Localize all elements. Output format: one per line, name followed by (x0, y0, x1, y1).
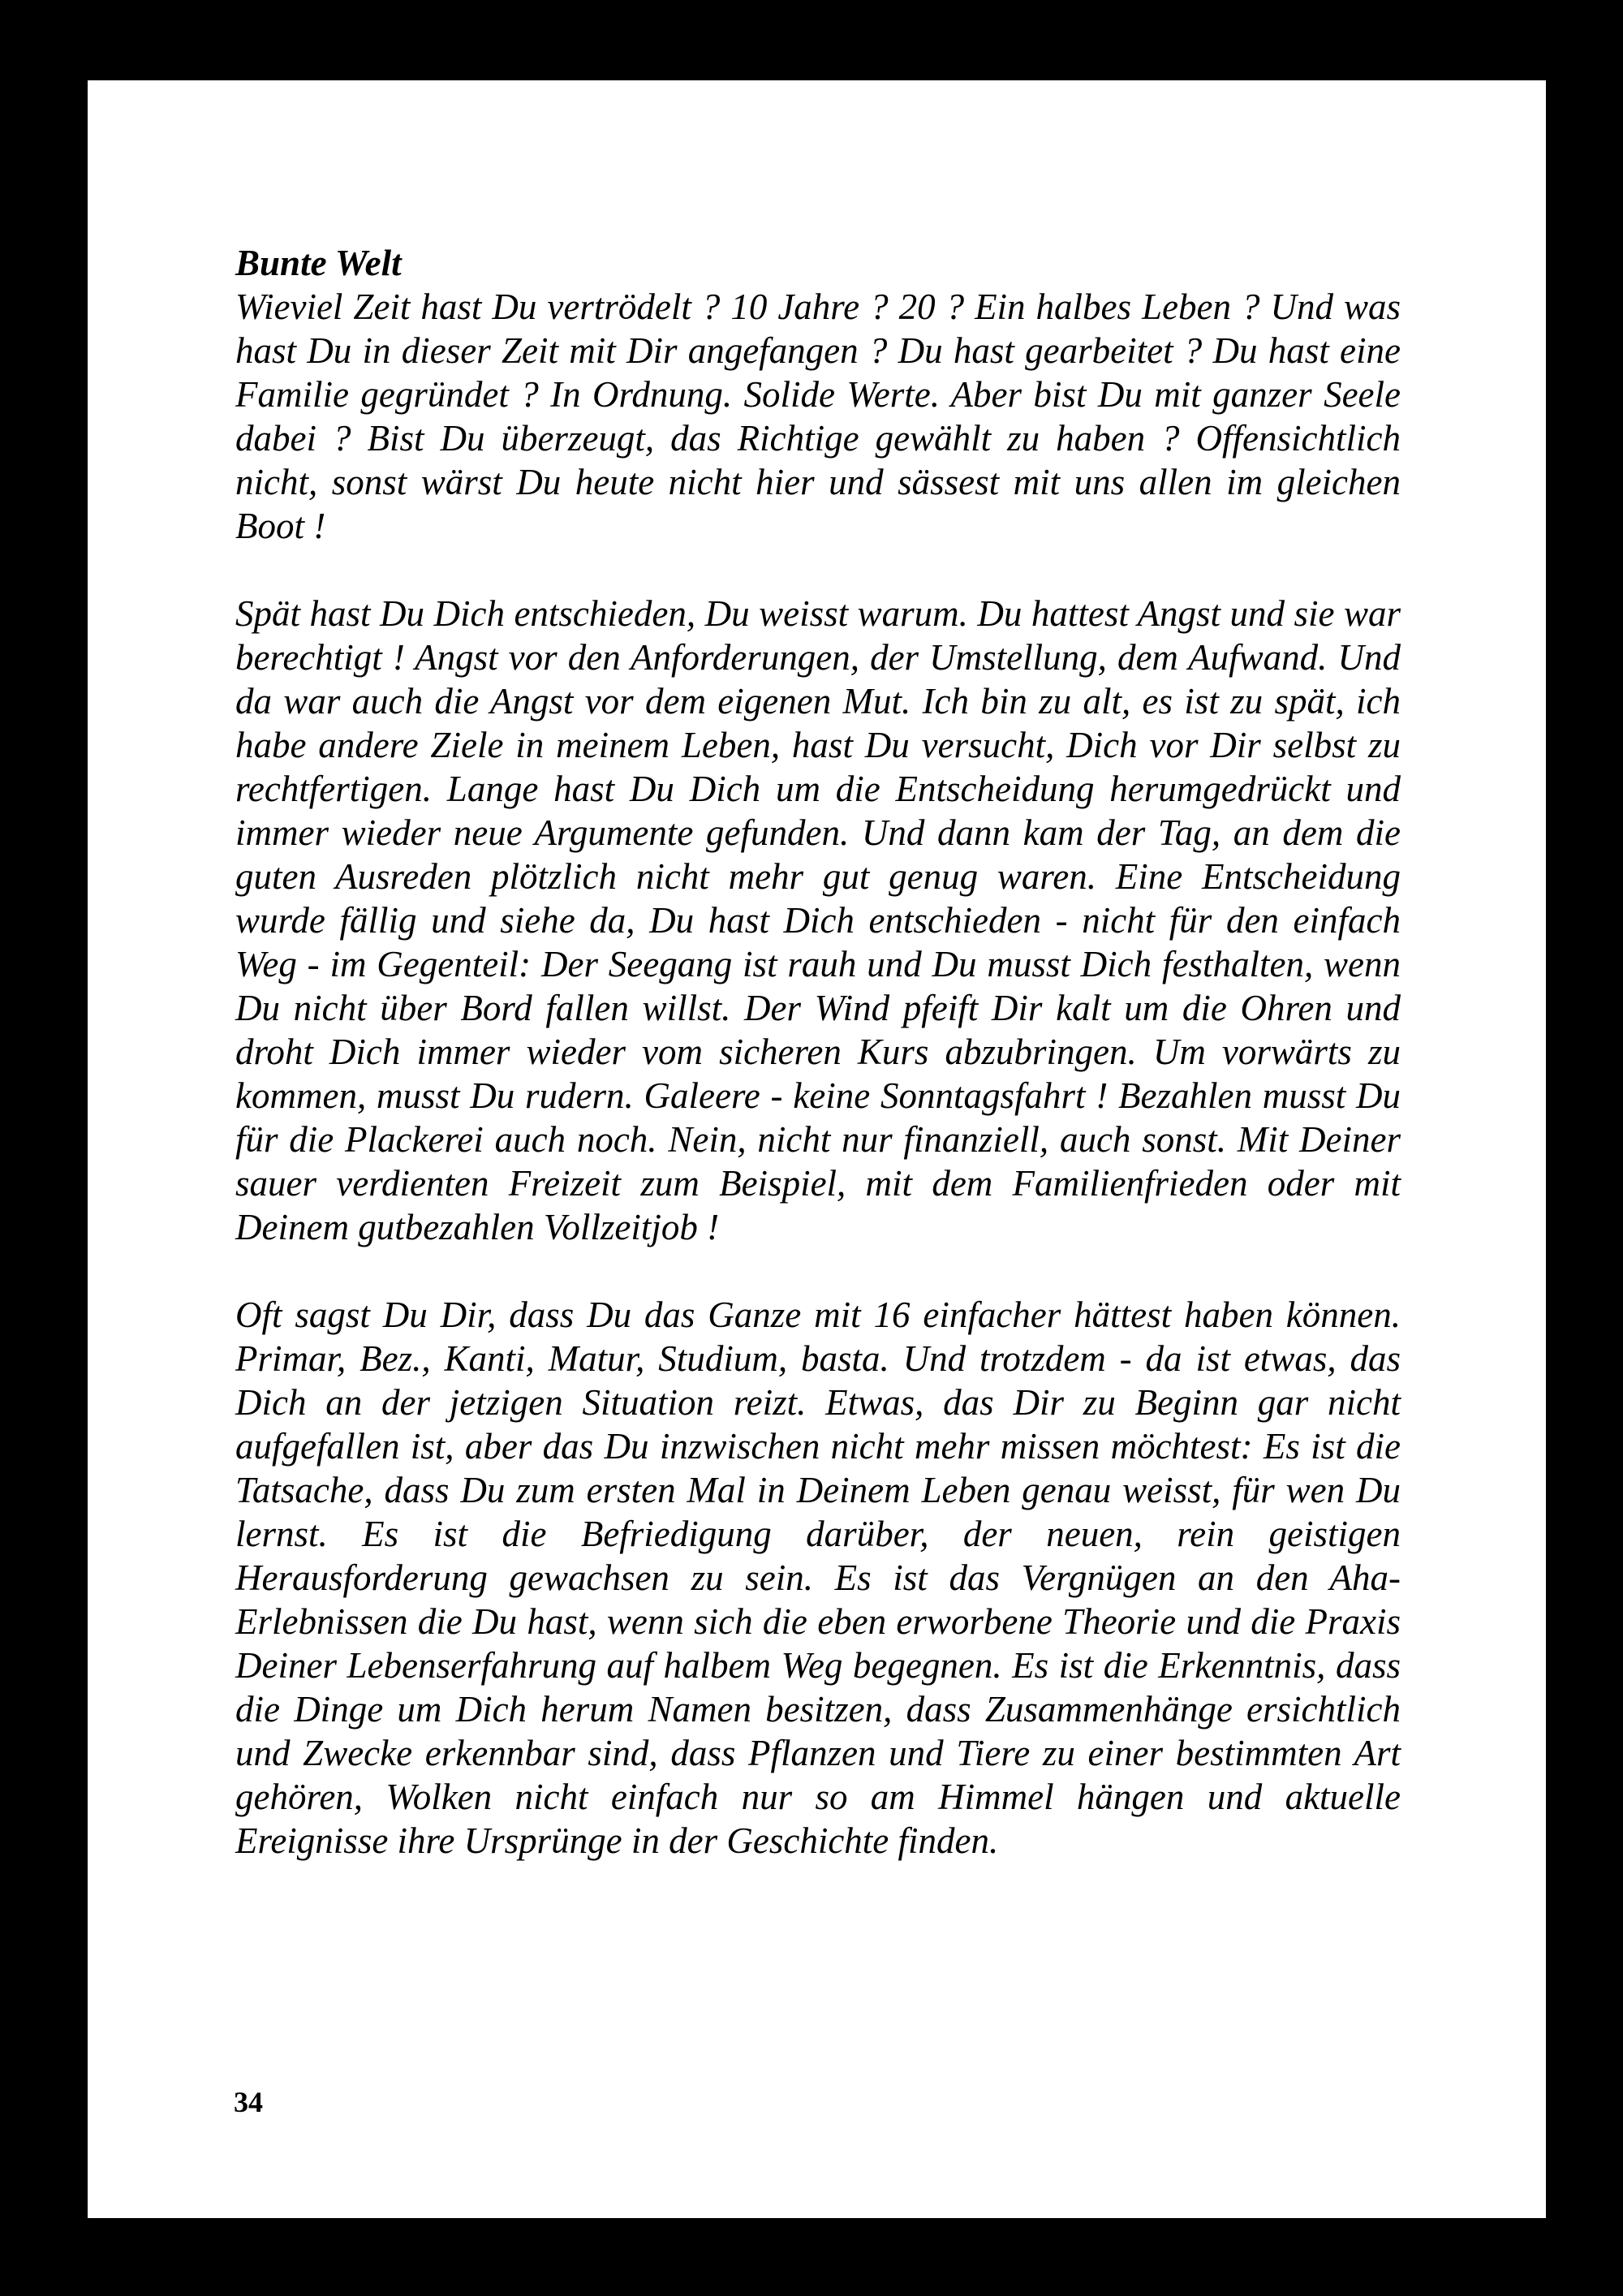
page-title: Bunte Welt (235, 243, 402, 283)
paragraph: Oft sagst Du Dir, dass Du das Ganze mit 16 einfacher hättest haben können. Primar, Bez., Kanti, Matur, Studium, basta. Und trotzdem - da ist etwas, das Dich an der jetzigen Situation reizt. Etwas, das Dir zu Beginn gar nicht aufgefallen ist, aber das Du inzwischen nicht mehr missen möchtest: Es ist die Tatsache, dass Du zum ersten Mal in Deinem Leben genau weisst, für wen Du lernst. Es ist die Befriedigung darüber, der neuen, rein geistigen Herausforderung gewachsen zu sein. Es ist das Vergnügen an den Aha-Erlebnissen die Du hast, wenn sich die eben erworbene Theorie und die Praxis Deiner Lebenserfahrung auf halbem Weg begegnen. Es ist die Erkenntnis, dass die Dinge um Dich herum Namen besitzen, dass Zusammenhänge ersichtlich und Zwecke erkennbar sind, dass Pflanzen und Tiere zu einer bestimmten Art gehören, Wolken nicht einfach nur so am Himmel hängen und aktuelle Ereignisse ihre Ursprünge in der Geschichte finden. (235, 1294, 1401, 1861)
text-body (235, 241, 1401, 1863)
page-number: 34 (234, 2086, 263, 2118)
document-page (88, 80, 1546, 2218)
paragraph: Spät hast Du Dich entschieden, Du weisst warum. Du hattest Angst und sie war berechtigt ! Angst vor den Anforderungen, der Umstellung, dem Aufwand. Und da war auch die Angst vor dem eigenen Mut. Ich bin zu alt, es ist zu spät, ich habe andere Ziele in meinem Leben, hast Du versucht, Dich vor Dir selbst zu rechtfertigen. Lange hast Du Dich um die Entscheidung herumgedrückt und immer wieder neue Argumente gefunden. Und dann kam der Tag, an dem die guten Ausreden plötzlich nicht mehr gut genug waren. Eine Entscheidung wurde fällig und siehe da, Du hast Dich entschieden - nicht für den einfach Weg - im Gegenteil: Der Seegang ist rauh und Du musst Dich festhalten, wenn Du nicht über Bord fallen willst. Der Wind pfeift Dir kalt um die Ohren und droht Dich immer wieder vom sicheren Kurs abzubringen. Um vorwärts zu kommen, musst Du rudern. Galeere - keine Sonntagsfahrt ! Bezahlen musst Du für die Plackerei auch noch. Nein, nicht nur finanziell, auch sonst. Mit Deiner sauer verdienten Freizeit zum Beispiel, mit dem Familienfrieden oder mit Deinem gutbezahlen Vollzeitjob ! (235, 593, 1401, 1247)
paragraph: Wieviel Zeit hast Du vertrödelt ? 10 Jahre ? 20 ? Ein halbes Leben ? Und was hast Du in dieser Zeit mit Dir angefangen ? Du hast gearbeitet ? Du hast eine Familie gegründet ? In Ordnung. Solide Werte. Aber bist Du mit ganzer Seele dabei ? Bist Du überzeugt, das Richtige gewählt zu haben ? Offensichtlich nicht, sonst wärst Du heute nicht hier und sässest mit uns allen im gleichen Boot ! (235, 286, 1401, 546)
